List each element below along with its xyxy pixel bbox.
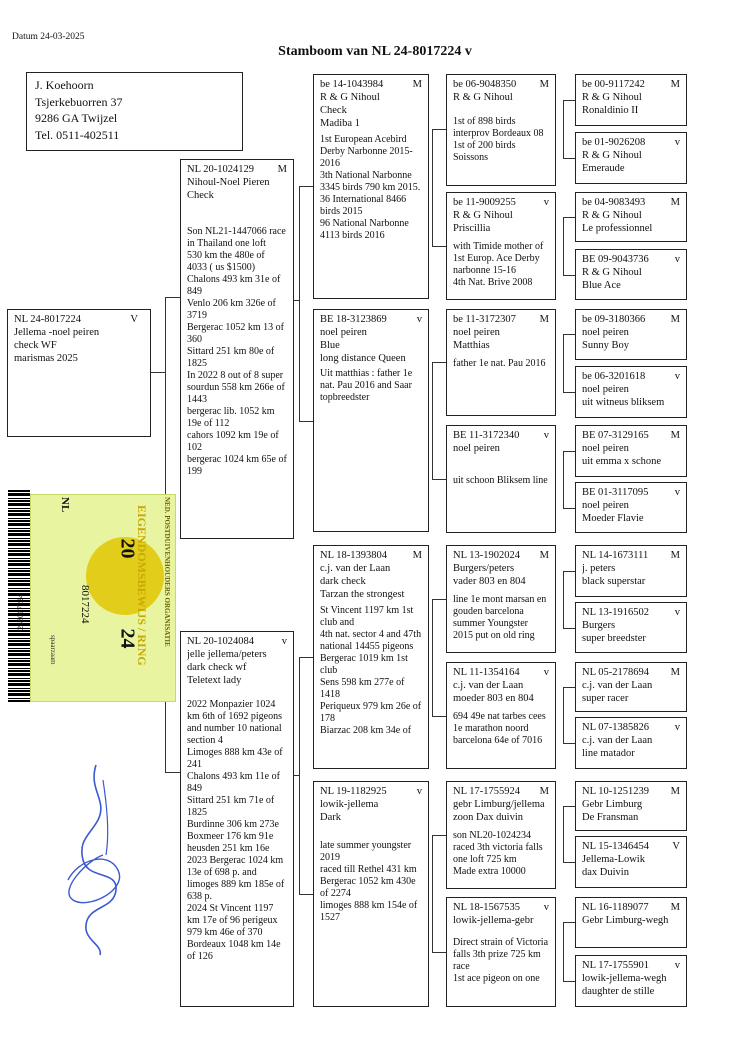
gen4-breeder: Gebr Limburg [582,799,643,810]
gen3-sex: M [539,550,549,561]
gen2-note: Biarzac 208 km 34e of [320,725,412,736]
connector-line [432,479,446,480]
connector-line [299,186,300,421]
gen4-box [575,602,687,653]
gen2-sex: v [416,786,422,797]
gen2-ring: NL 19-1182925 [320,786,387,797]
gen2-box [313,309,429,532]
sticker-stamp-text: spaarzaam [49,635,57,665]
dam-note: 2024 St Vincent 1197 km 17e of 96 perigeux 979 km 46e of 370 [187,903,278,938]
gen4-name: uit witneus bliksem [582,397,665,408]
sire-breeder: Nihoul-Noel Pieren [187,177,270,188]
gen3-box [446,309,556,416]
gen4-box [575,781,687,831]
gen3-breeder: R & G Nihoul [453,92,513,103]
connector-line [563,451,564,508]
connector-line [563,217,575,218]
connector-line [563,392,575,393]
gen3-color: moeder 803 en 804 [453,693,534,704]
gen2-color: dark check [320,576,366,587]
gen4-breeder: Burgers [582,620,616,631]
sire-note: 530 km the 480e of 4033 ( us $1500) [187,250,265,273]
sticker-card [30,494,176,702]
dam-name: Teletext lady [187,675,242,686]
gen4-breeder: Jellema-Lowik [582,854,645,865]
connector-line [432,952,446,953]
sire-box [180,159,294,539]
connector-line [563,334,564,392]
gen4-ring: be 09-3180366 [582,314,646,325]
dam-note: Chalons 493 km 11e of 849 [187,771,280,794]
gen2-box [313,781,429,1007]
gen2-note: Periqueux 979 km 26e of 178 [320,701,422,724]
gen4-sex: M [670,197,680,208]
dam-note: heusden 251 km 16e [187,843,270,854]
subject-sex: V [130,314,138,325]
connector-line [563,571,575,572]
gen4-name: Blue Ace [582,280,621,291]
gen4-sex: M [670,786,680,797]
owner-street: Tsjerkebuorren 37 [35,94,123,109]
gen3-ring: NL 17-1755924 [453,786,520,797]
gen3-color: zoon Dax duivin [453,812,523,823]
gen4-breeder: c.j. van der Laan [582,680,653,691]
dam-note: 2023 Bergerac 1024 km 13e of 698 p. and limoges 889 km 185e of 638 p. [187,855,285,902]
owner-name: J. Koehoorn [35,78,94,92]
gen3-note: line 1e mont marsan en gouden barcelona summer Youngster 2015 put on old ring [453,594,547,641]
gen4-sex: v [674,487,680,498]
gen3-note: son NL20-1024234 raced 3th victoria falls one loft 725 km [453,830,543,865]
dam-box [180,631,294,1007]
gen4-sex: v [674,722,680,733]
gen2-note: 36 International 8466 birds 2015 [320,194,407,217]
gen3-ring: BE 11-3172340 [453,430,520,441]
owner-tel: Tel. 0511-402511 [35,127,120,142]
gen4-box [575,545,687,597]
gen4-sex: M [670,314,680,325]
gen3-ring: be 06-9048350 [453,79,517,90]
gen4-box [575,366,687,418]
gen2-name: Madiba 1 [320,118,360,129]
gen4-sex: v [674,960,680,971]
gen4-breeder: noel peiren [582,500,629,511]
gen4-ring: NL 15-1346454 [582,841,649,852]
connector-line [299,421,313,422]
connector-line [563,451,575,452]
dam-note: Burdinne 306 km 273e [187,819,279,830]
connector-line [299,186,313,187]
gen3-box [446,192,556,300]
gen3-ring: be 11-9009255 [453,197,516,208]
gen4-name: dax Duivin [582,867,629,878]
connector-line [165,297,180,298]
sire-note: Son NL21-1447066 race in Thailand one loft [187,226,286,249]
gen4-ring: NL 17-1755901 [582,960,649,971]
connector-line [563,687,575,688]
gen4-box [575,309,687,360]
connector-line [432,599,433,716]
gen4-breeder: R & G Nihoul [582,92,642,103]
sire-sex: M [277,164,287,175]
connector-line [432,129,446,130]
gen4-ring: NL 16-1189077 [582,902,649,913]
connector-line [563,922,575,923]
signature-scribble [48,760,138,960]
dam-ring: NL 20-1024084 [187,636,254,647]
sire-note: Bergerac 1052 km 13 of 360 [187,322,285,345]
gen2-note: 1st European Acebird Derby Narbonne 2015-2016 [320,134,413,169]
gen4-box [575,955,687,1007]
gen3-breeder: noel peiren [453,327,500,338]
sticker-country: NL [59,497,71,513]
sire-note: bergerac lib. 1052 km 19e of 112 [187,406,275,429]
sire-note: cahors 1092 km 19e of 102 [187,430,279,453]
gen2-breeder: R & G Nihoul [320,92,380,103]
gen4-breeder: j. peters [582,563,616,574]
gen4-box [575,192,687,242]
gen3-breeder: gebr Limburg/jellema [453,799,545,810]
connector-line [432,129,433,246]
gen4-ring: NL 05-2178694 [582,667,649,678]
gen4-breeder: c.j. van der Laan [582,735,653,746]
connector-line [563,628,575,629]
gen2-ring: NL 18-1393804 [320,550,387,561]
gen3-sex: v [543,902,549,913]
gen3-note: Direct strain of Victoria falls 3th prize 725 km race [453,937,549,972]
gen3-box [446,781,556,889]
gen4-breeder: lowik-jellema-wegh [582,973,667,984]
gen2-breeder: lowik-jellema [320,799,379,810]
connector-line [165,772,180,773]
gen3-note: uit schoon Bliksem line [453,475,548,486]
gen4-ring: NL 13-1916502 [582,607,649,618]
gen4-box [575,836,687,888]
connector-line [563,922,564,981]
gen4-box [575,74,687,126]
gen4-name: black superstar [582,576,646,587]
connector-line [432,362,446,363]
gen3-sex: M [539,314,549,325]
gen4-sex: M [670,430,680,441]
gen3-color: Matthias [453,340,490,351]
connector-line [563,571,564,628]
print-date: Datum 24-03-2025 [12,32,85,42]
gen2-note: Uit matthias : father 1e nat. Pau 2016 and Saar topbreedster [320,368,413,403]
gen3-note: barcelona 64e of 7016 [453,735,543,746]
gen4-name: super racer [582,693,629,704]
dam-note: Sittard 251 km 71e of 1825 [187,795,275,818]
page-title: Stamboom van NL 24-8017224 v [278,44,472,59]
gen2-breeder: c.j. van der Laan [320,563,391,574]
sticker-ring-number: 8017224 [79,585,91,624]
connector-line [563,334,575,335]
gen4-box [575,897,687,948]
sire-color: Check [187,190,214,201]
gen2-note: St Vincent 1197 km 1st club and [320,605,414,628]
gen2-note: Sens 598 km 277e of 1418 [320,677,405,700]
connector-line [432,246,446,247]
gen2-box [313,545,429,769]
gen2-name: Tarzan the strongest [320,589,405,600]
gen4-sex: v [674,371,680,382]
gen4-breeder: R & G Nihoul [582,267,642,278]
gen3-ring: NL 18-1567535 [453,902,520,913]
dam-sex: v [281,636,287,647]
gen4-box [575,717,687,769]
sire-note: sourdun 558 km 266e of 1443 [187,382,285,405]
ring-sticker [8,490,176,704]
sire-note: Venlo 206 km 326e of 3719 [187,298,276,321]
gen3-sex: v [543,667,549,678]
gen2-color: Blue [320,340,340,351]
gen2-note: 96 National Narbonne 4113 birds 2016 [320,218,409,241]
sire-ring: NL 20-1024129 [187,164,254,175]
gen4-name: uit emma x schone [582,456,662,467]
gen3-breeder: lowik-jellema-gebr [453,915,534,926]
gen2-note: 4th nat. sector 4 and 47th national 14455 pigeons [320,629,422,652]
gen4-breeder: R & G Nihoul [582,150,642,161]
gen2-box [313,74,429,299]
gen4-breeder: Gebr Limburg-wegh [582,915,669,926]
gen2-note: Bergerac 1019 km 1st club [320,653,408,676]
gen2-note: late summer youngster 2019 [320,840,412,863]
gen3-breeder: c.j. van der Laan [453,680,524,691]
gen2-sex: M [412,79,422,90]
gen3-box [446,897,556,1007]
connector-line [563,743,575,744]
subject-name: marismas 2025 [14,353,78,364]
gen4-name: Ronaldinio II [582,105,639,116]
connector-line [432,599,446,600]
gen4-breeder: noel peiren [582,443,629,454]
subject-ring: NL 24-8017224 [14,314,81,325]
barcode-number: 248017224 [16,594,25,630]
gen4-name: Moeder Flavie [582,513,644,524]
gen3-note: with Timide mother of 1st Europ. Ace Derby narbonne 15-16 [453,241,544,276]
gen3-sex: v [543,197,549,208]
gen3-note: 1st ace pigeon on one [453,973,540,984]
gen4-sex: v [674,607,680,618]
gen2-note: limoges 888 km 154e of 1527 [320,900,418,923]
gen4-breeder: noel peiren [582,384,629,395]
gen2-ring: BE 18-3123869 [320,314,387,325]
connector-line [563,687,564,743]
gen4-sex: M [670,667,680,678]
gen4-ring: NL 10-1251239 [582,786,649,797]
gen4-ring: BE 09-9043736 [582,254,649,265]
gen3-breeder: Burgers/peters [453,563,515,574]
dam-note: 2022 Monpazier 1024 km 6th of 1692 pigeons and number 10 national section 4 [187,699,282,746]
gen2-breeder: noel peiren [320,327,367,338]
gen2-name: long distance Queen [320,353,406,364]
gen4-box [575,249,687,300]
connector-line [563,981,575,982]
gen4-ring: BE 01-3117095 [582,487,649,498]
gen4-sex: M [670,550,680,561]
sire-note: Sittard 251 km 80e of 1825 [187,346,275,369]
gen2-note: 3th National Narbonne 3345 birds 790 km 2015. [320,170,421,193]
gen4-box [575,662,687,712]
gen4-box [575,132,687,184]
sticker-label: EIGENDOMSBEWIJS / RING [135,505,149,666]
gen4-ring: be 06-3201618 [582,371,646,382]
gen4-breeder: noel peiren [582,327,629,338]
gen4-box [575,482,687,533]
gen4-name: Sunny Boy [582,340,629,351]
gen4-sex: v [674,137,680,148]
gen2-sex: M [412,550,422,561]
connector-line [563,806,575,807]
gen3-note: Made extra 10000 [453,866,526,877]
subject-breeder: Jellema -noel peiren [14,327,100,338]
gen3-sex: M [539,786,549,797]
subject-box [7,309,151,437]
gen4-ring: be 01-9026208 [582,137,646,148]
gen3-box [446,425,556,533]
sticker-org: NED. POSTDUIVENHOUDERS ORGANISATIE [163,497,171,647]
gen3-box [446,662,556,769]
gen4-ring: BE 07-3129165 [582,430,649,441]
dam-note: Boxmeer 176 km 91e [187,831,274,842]
sticker-year: 20 [116,538,139,559]
connector-line [563,806,564,862]
sire-note: In 2022 8 out of 8 super [187,370,284,381]
connector-line [563,158,575,159]
gen3-sex: M [539,79,549,90]
subject-color: check WF [14,340,57,351]
gen3-ring: NL 13-1902024 [453,550,520,561]
gen4-breeder: R & G Nihoul [582,210,642,221]
gen2-sex: v [416,314,422,325]
connector-line [299,657,313,658]
connector-line [563,100,575,101]
dam-note: Limoges 888 km 43e of 241 [187,747,283,770]
gen2-color: Dark [320,812,341,823]
gen2-note: Bergerac 1052 km 430e of 2274 [320,876,416,899]
dam-breeder: jelle jellema/peters [187,649,267,660]
gen4-ring: NL 14-1673111 [582,550,649,561]
owner-city: 9286 GA Twijzel [35,111,118,125]
gen3-color: Priscillia [453,223,491,234]
gen2-ring: be 14-1043984 [320,79,384,90]
gen3-breeder: noel peiren [453,443,500,454]
gen4-sex: M [670,902,680,913]
gen3-note: father 1e nat. Pau 2016 [453,358,546,369]
gen3-breeder: R & G Nihoul [453,210,513,221]
owner-box [26,72,243,151]
dam-note: Bordeaux 1048 km 14e of 126 [187,939,281,962]
sticker-year-2: 24 [116,628,139,649]
connector-line [432,362,433,479]
connector-line [151,372,165,373]
gen4-ring: NL 07-1385826 [582,722,649,733]
connector-line [432,835,446,836]
connector-line [432,835,433,952]
gen2-color: Check [320,105,347,116]
gen4-sex: V [672,841,680,852]
sire-note: bergerac 1024 km 65e of 199 [187,454,287,477]
gen4-box [575,425,687,477]
gen3-sex: v [543,430,549,441]
gen3-note: 694 49e nat tarbes cees 1e marathon noord [453,711,546,734]
dam-color: dark check wf [187,662,247,673]
connector-line [432,716,446,717]
connector-line [563,100,564,158]
gen3-ring: NL 11-1354164 [453,667,520,678]
gen4-name: De Fransman [582,812,639,823]
gen3-box [446,545,556,653]
gen3-note: 4th Nat. Brive 2008 [453,277,533,288]
gen4-name: super breedster [582,633,646,644]
gen3-note: 1st of 200 birds Soissons [453,140,516,163]
gen4-name: Emeraude [582,163,625,174]
gen4-sex: v [674,254,680,265]
gen4-sex: M [670,79,680,90]
gen4-ring: be 04-9083493 [582,197,646,208]
connector-line [299,657,300,894]
gen3-color: vader 803 en 804 [453,576,526,587]
gen4-name: daughter de stille [582,986,655,997]
connector-line [299,894,313,895]
gen4-name: Le professionnel [582,223,653,234]
sire-note: Chalons 493 km 31e of 849 [187,274,281,297]
connector-line [563,508,575,509]
gen4-name: line matador [582,748,635,759]
gen3-note: 1st of 898 birds interprov Bordeaux 08 [453,116,544,139]
gen4-ring: be 00-9117242 [582,79,645,90]
gen3-ring: be 11-3172307 [453,314,516,325]
connector-line [563,217,564,275]
connector-line [563,862,575,863]
connector-line [563,275,575,276]
gen2-note: raced till Rethel 431 km [320,864,417,875]
gen3-box [446,74,556,186]
